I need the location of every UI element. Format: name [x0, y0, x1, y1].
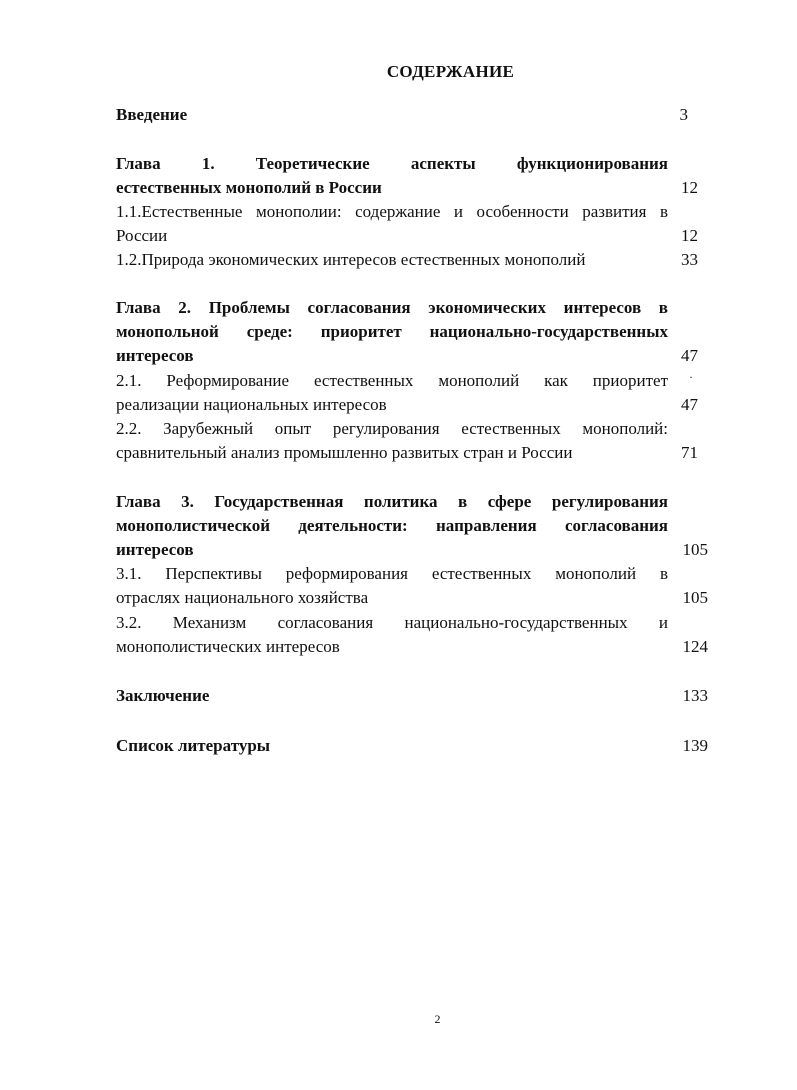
- toc-entry-section-2-1[interactable]: [116, 369, 668, 417]
- toc-entry-section-3-2[interactable]: [116, 611, 668, 659]
- toc-entry-label-line: 2.2. Зарубежный опыт регулирования естественных монополий:: [116, 419, 668, 438]
- toc-entry-label-line: Глава 3. Государственная политика в сфере регулирования: [116, 492, 668, 511]
- toc-entry-label: Список литературы: [116, 736, 271, 755]
- scan-speck: ·: [689, 370, 693, 384]
- toc-entry-label-line: России: [116, 226, 168, 245]
- toc-page-number: 12: [681, 226, 698, 245]
- toc-entry-label-line: монопольной среде: приоритет национально-государственных: [116, 322, 668, 341]
- footer-page-number: 2: [434, 1012, 441, 1026]
- toc-entry-chapter-1[interactable]: [116, 152, 668, 200]
- toc-entry-label-line: естественных монополий в России: [116, 178, 382, 197]
- toc-page-number: 33: [681, 250, 698, 269]
- toc-entry-label: 1.2.Природа экономических интересов естественных монополий: [116, 250, 586, 269]
- toc-page-number: 71: [681, 443, 698, 462]
- toc-page-number: 47: [681, 346, 698, 365]
- toc-entry-label-line: сравнительный анализ промышленно развитых стран и России: [116, 443, 573, 462]
- toc-entry-label-line: монополистических интересов: [116, 637, 340, 656]
- toc-page-number: 3: [679, 105, 688, 124]
- toc-entry-label: Введение: [116, 105, 188, 124]
- toc-entry-label-line: Глава 1. Теоретические аспекты функционирования: [116, 154, 668, 173]
- toc-page-number: 47: [681, 395, 698, 414]
- toc-entry-label-line: 1.1.Естественные монополии: содержание и особенности развития в: [116, 202, 668, 221]
- toc-page-number: 12: [681, 178, 698, 197]
- toc-page-number: 133: [682, 686, 708, 705]
- toc-entry-chapter-3[interactable]: [116, 490, 668, 562]
- toc-page-number: 105: [682, 540, 708, 559]
- toc-entry-section-1-2[interactable]: [116, 248, 668, 272]
- toc-entry-label: Заключение: [116, 686, 210, 705]
- toc-entry-chapter-2[interactable]: [116, 296, 668, 368]
- toc-entry-label-line: монополистической деятельности: направления согласования: [116, 516, 668, 535]
- toc-entry-label-line: интересов: [116, 346, 194, 365]
- toc-entry-label-line: интересов: [116, 540, 194, 559]
- toc-entry-label-line: Глава 2. Проблемы согласования экономических интересов в: [116, 298, 668, 317]
- toc-entry-label-line: 3.1. Перспективы реформирования естественных монополий в: [116, 564, 668, 583]
- toc-entry-label-line: 3.2. Механизм согласования национально-государственных и: [116, 613, 668, 632]
- toc-page-number: 124: [682, 637, 708, 656]
- toc-entry-label-line: отраслях национального хозяйства: [116, 588, 369, 607]
- toc-entry-section-2-2[interactable]: [116, 417, 668, 465]
- toc-entry-section-3-1[interactable]: [116, 562, 668, 610]
- toc-entry-conclusion[interactable]: [116, 684, 668, 708]
- toc-entry-label-line: реализации национальных интересов: [116, 395, 387, 414]
- toc-page-number: 105: [682, 588, 708, 607]
- toc-entry-introduction[interactable]: [116, 103, 668, 127]
- toc-entry-section-1-1[interactable]: [116, 200, 668, 248]
- page-title: СОДЕРЖАНИЕ: [386, 62, 515, 81]
- toc-entry-label-line: 2.1. Реформирование естественных монополий как приоритет: [116, 371, 668, 390]
- toc-entry-bibliography[interactable]: [116, 734, 668, 758]
- toc-page-number: 139: [682, 736, 708, 755]
